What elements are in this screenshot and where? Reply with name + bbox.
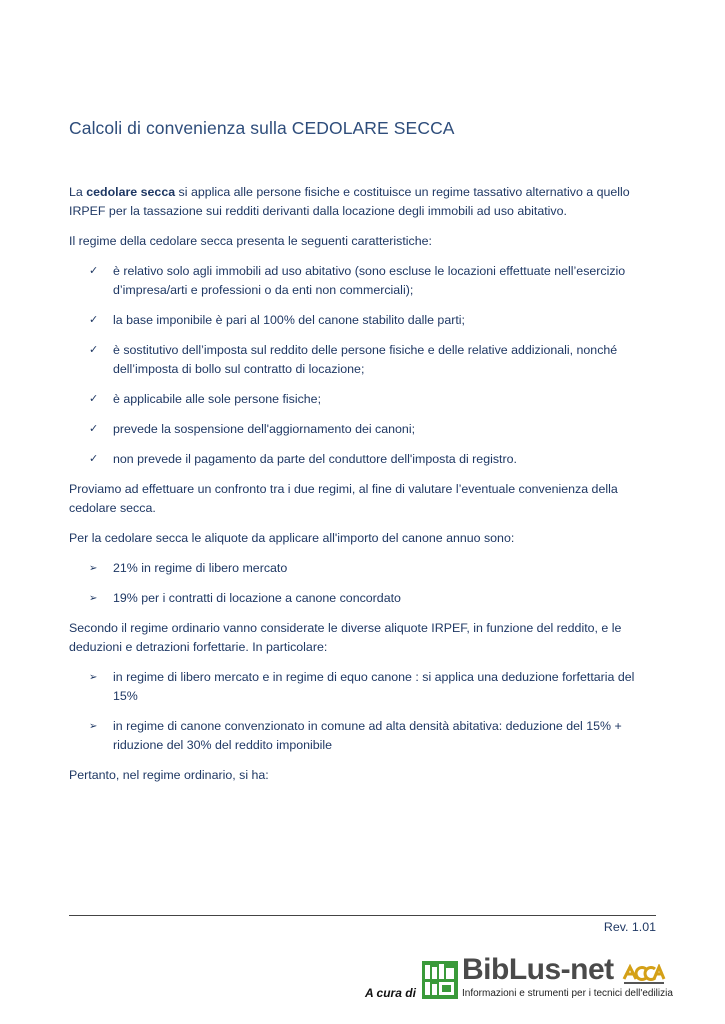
check-icon: ✓ <box>89 423 99 435</box>
list-item-text: è applicabile alle sole persone fisiche; <box>113 392 322 406</box>
arrow-bullet-icon: ➢ <box>89 563 98 574</box>
list-item <box>69 717 659 755</box>
list-item <box>69 559 659 578</box>
arrow-bullet-icon: ➢ <box>89 672 98 683</box>
intro-paragraph <box>69 183 659 221</box>
list-item-text: la base imponibile è pari al 100% del canone stabilito dalle parti; <box>113 313 465 327</box>
features-intro: Il regime della cedolare secca presenta le seguenti caratteristiche: <box>69 234 432 248</box>
list-item-text: prevede la sospensione dell'aggiornamento dei canoni; <box>113 422 416 436</box>
ordinary-list <box>69 668 659 755</box>
intro-text-start: La <box>69 185 87 199</box>
list-item <box>69 390 659 409</box>
arrow-bullet-icon: ➢ <box>89 593 98 604</box>
list-item <box>69 420 659 439</box>
check-icon: ✓ <box>89 265 99 277</box>
rates-intro: Per la cedolare secca le aliquote da applicare all'importo del canone annuo sono: <box>69 531 515 545</box>
brand-tagline: Informazioni e strumenti per i tecnici dell'edilizia <box>462 988 673 999</box>
arrow-bullet-icon: ➢ <box>89 721 98 732</box>
list-item <box>69 450 659 469</box>
list-item-text: non prevede il pagamento da parte del conduttore dell'imposta di registro. <box>113 452 517 466</box>
list-item-text: in regime di canone convenzionato in comune ad alta densità abitativa: deduzione del 15% + riduzione del 30% del reddito imponibile <box>113 719 622 752</box>
check-icon: ✓ <box>89 453 99 465</box>
list-item-text: 21% in regime di libero mercato <box>113 561 288 575</box>
document-title: Calcoli di convenienza sulla CEDOLARE SECCA <box>69 118 455 138</box>
brand-name: BibLus-net <box>462 953 614 986</box>
features-list <box>69 262 659 469</box>
list-item-text: è relativo solo agli immobili ad uso abitativo (sono escluse le locazioni effettuate nell’esercizio d’impresa/arti e professioni o da enti non commerciali); <box>113 264 626 297</box>
list-item-text: è sostitutivo dell’imposta sul reddito delle persone fisiche e delle relative addizionali, nonché dell’imposta di bollo sul contratto di locazione; <box>113 343 618 376</box>
list-item <box>69 668 659 706</box>
footer-divider <box>69 915 656 916</box>
list-item-text: 19% per i contratti di locazione a canone concordato <box>113 591 401 605</box>
acca-software-logo <box>622 964 666 986</box>
comparison-paragraph: Proviamo ad effettuare un confronto tra i due regimi, al fine di valutare l’eventuale convenienza della cedolare secca. <box>69 482 618 515</box>
rates-list <box>69 559 659 608</box>
check-icon: ✓ <box>89 314 99 326</box>
intro-bold-term: cedolare secca <box>86 185 176 199</box>
check-icon: ✓ <box>89 393 99 405</box>
list-item <box>69 262 659 300</box>
list-item <box>69 341 659 379</box>
ordinary-intro: Secondo il regime ordinario vanno considerate le diverse aliquote IRPEF, in funzione del reddito, e le deduzioni e detrazioni forfettarie. In particolare: <box>69 621 622 654</box>
check-icon: ✓ <box>89 344 99 356</box>
conclusion-paragraph: Pertanto, nel regime ordinario, si ha: <box>69 768 269 782</box>
list-item-text: in regime di libero mercato e in regime di equo canone : si applica una deduzione forfettaria del 15% <box>113 670 635 703</box>
biblus-books-icon <box>422 961 458 999</box>
curated-by-label: A cura di <box>365 986 416 1000</box>
intro-text-end: si applica alle persone fisiche e costituisce un regime tassativo alternativo a quello IRPEF per la tassazione sui redditi derivanti dalla locazione degli immobili ad uso abitativo. <box>69 185 630 218</box>
list-item <box>69 589 659 608</box>
revision-label: Rev. 1.01 <box>603 920 656 934</box>
list-item <box>69 311 659 330</box>
document-body <box>69 183 659 796</box>
